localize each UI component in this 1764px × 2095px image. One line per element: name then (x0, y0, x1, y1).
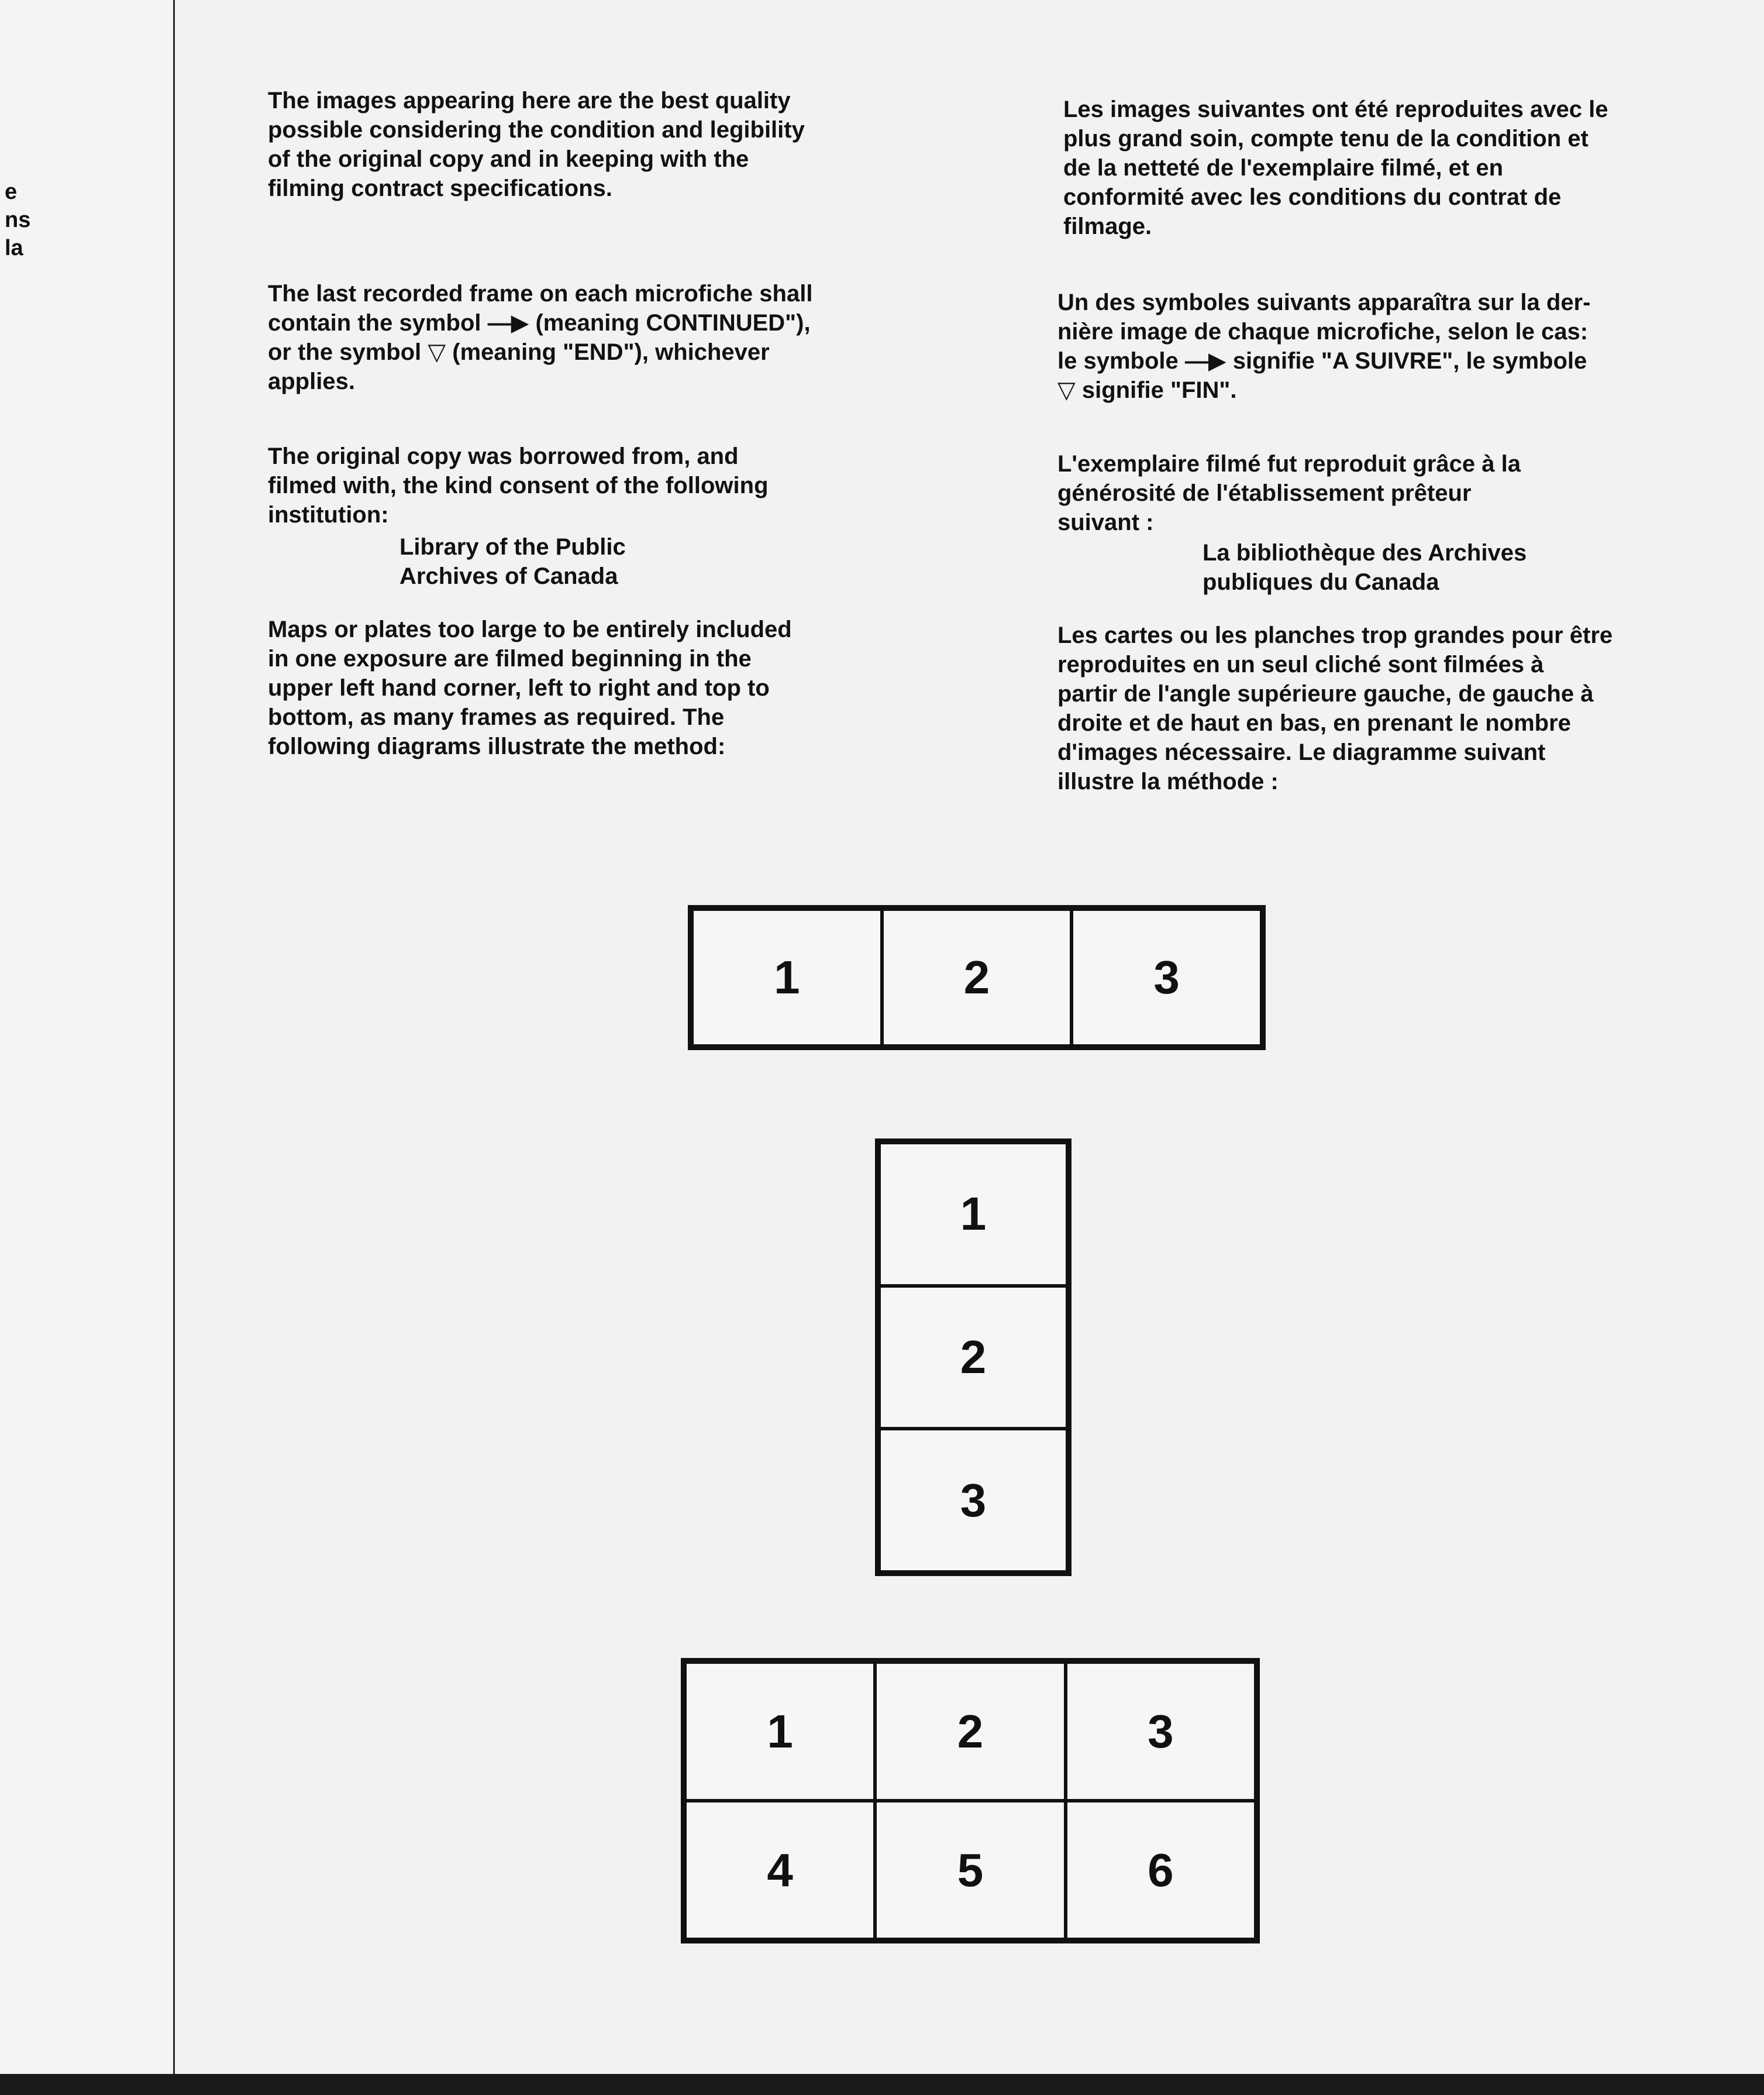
frame-cell: 1 (685, 1662, 875, 1801)
frame-cell: 2 (882, 909, 1072, 1046)
english-symbol-note: The last recorded frame on each microfiche shall contain the symbol —▶ (meaning CONTINUED"), or the symbol ▽ (meaning "END"), whichever applies. (268, 281, 813, 394)
french-source-note: L'exemplaire filmé fut reproduit grâce à la générosité de l'établissement prêteur suivant : (1057, 451, 1521, 535)
diagram-grid-of-six (681, 1658, 1260, 1943)
left-margin-strip (0, 0, 175, 2074)
margin-fragment: e (5, 180, 18, 204)
frame-cell: 2 (875, 1662, 1065, 1801)
english-quality-note: The images appearing here are the best quality possible considering the condition and legibility of the original copy and in keeping with the filming contract specifications. (268, 88, 805, 201)
frame-cell: 2 (879, 1286, 1067, 1429)
frame-cell: 1 (879, 1143, 1067, 1286)
frame-cell: 3 (1066, 1662, 1256, 1801)
frame-cell: 3 (879, 1429, 1067, 1572)
english-maps-note: Maps or plates too large to be entirely included in one exposure are filmed beginning in the upper left hand corner, left to right and top to bottom, as many frames as required. The following diagrams illustrate the method: (268, 617, 792, 759)
margin-fragment: la (5, 236, 23, 260)
french-maps-note: Les cartes ou les planches trop grandes pour être reproduites en un seul cliché sont filmées à partir de l'angle supérieure gauche, de gauche à droite et de haut en bas, en prenant le nombre d'images nécessaire. Le diagramme suivant illustre la méthode : (1057, 622, 1613, 794)
french-quality-note: Les images suivantes ont été reproduites avec le plus grand soin, compte tenu de la condition et de la netteté de l'exemplaire filmé, et en conformité avec les conditions du contrat de filmage. (1063, 97, 1608, 239)
english-institution: Library of the Public Archives of Canada (399, 534, 626, 589)
film-edge-bar (0, 2074, 1764, 2095)
frame-cell: 1 (692, 909, 882, 1046)
margin-fragment: ns (5, 208, 31, 232)
frame-cell: 6 (1066, 1801, 1256, 1939)
french-symbol-note: Un des symboles suivants apparaîtra sur la der- nière image de chaque microfiche, selon le cas: le symbole —▶ signifie "A SUIVRE", le symbole ▽ signifie "FIN". (1057, 290, 1591, 403)
frame-cell: 3 (1072, 909, 1262, 1046)
frame-cell: 5 (875, 1801, 1065, 1939)
frame-cell: 4 (685, 1801, 875, 1939)
english-source-note: The original copy was borrowed from, and filmed with, the kind consent of the following institution: (268, 443, 769, 528)
french-institution: La bibliothèque des Archives publiques du Canada (1203, 540, 1527, 595)
diagram-row-of-three (688, 905, 1266, 1050)
diagram-column-of-three (875, 1138, 1072, 1576)
